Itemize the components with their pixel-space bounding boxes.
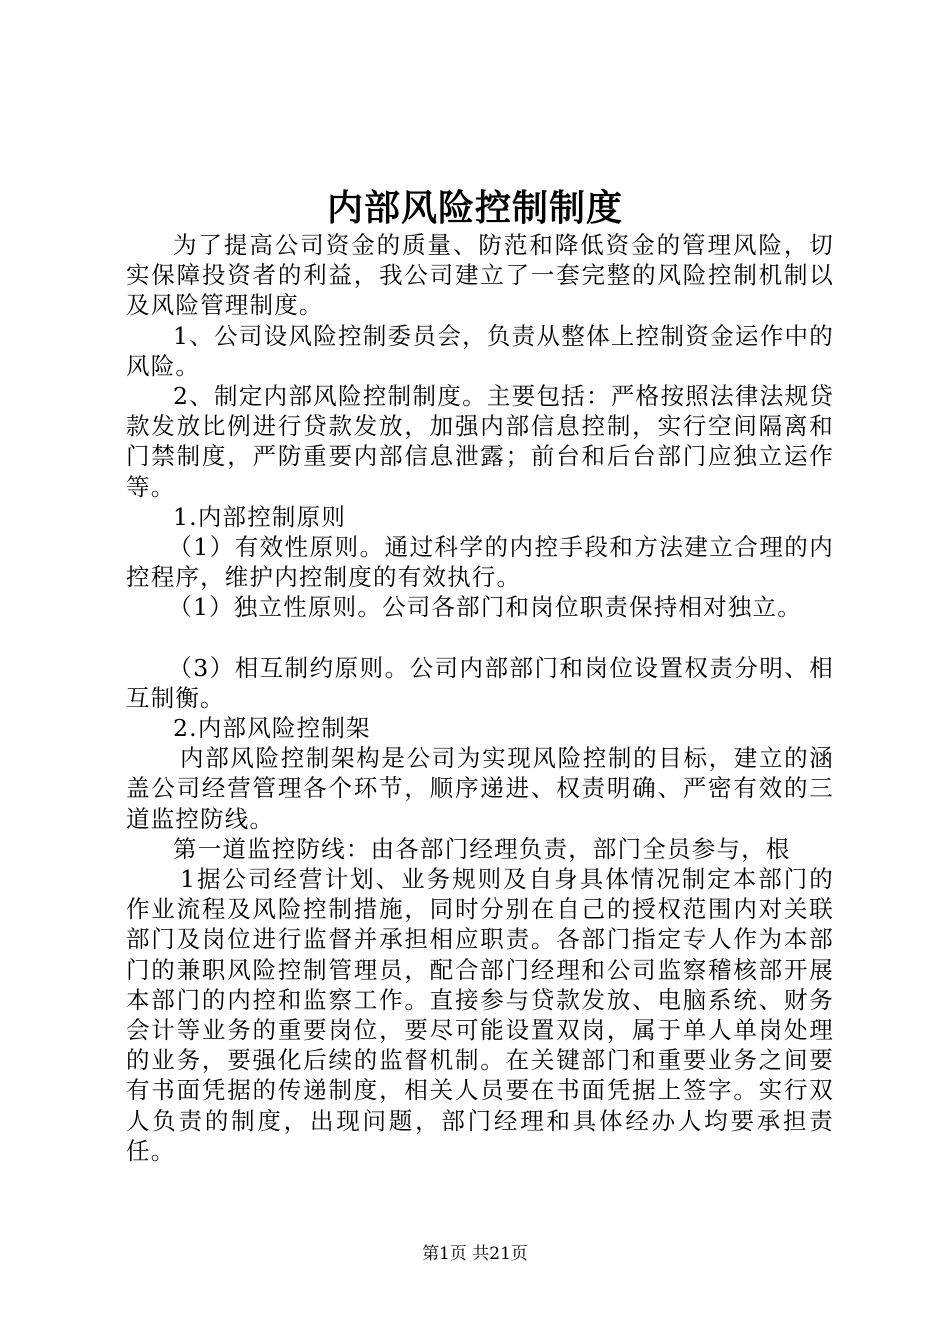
paragraph-independence-principle: （1）独立性原则。公司各部门和岗位职责保持相对独立。 [168,593,802,622]
paragraph-first-defense-details: 1据公司经营计划、业务规则及自身具体情况制定本部门的作业流程及风险控制措施，同时分别在自己的授权范围内对关联部门及岗位进行监督并承担相应职责。各部门指定专人作为本部门的兼职风险控制管理员，配合部门经理和公司监察稽核部开展本部门的内控和监察工作。直接参与贷款发放、电脑系统、财务会计等业务的重要岗位，要尽可能设置双岗，属于单人单岗处理的业务，要强化后续的监督机制。在关键部门和重要业务之间要有书面凭据的传递制度，相关人员要在书面凭据上签字。实行双人负责的制度，出现问题，部门经理和具体经办人均要承担责任。 [126,865,834,1165]
document-body [126,230,834,1166]
paragraph-item-1: 1、公司设风险控制委员会，负责从整体上控制资金运作中的风险。 [126,321,834,380]
paragraph-item-2: 2、制定内部风险控制制度。主要包括：严格按照法律法规贷款发放比例进行贷款发放，加强内部信息控制，实行空间隔离和门禁制度，严防重要内部信息泄露；前台和后台部门应独立运作等。 [126,382,834,501]
page-number-footer: 第1页 共21页 [422,1244,528,1264]
paragraph-first-defense-line: 第一道监控防线：由各部门经理负责，部门全员参与，根 [173,834,791,863]
paragraph-intro: 为了提高公司资金的质量、防范和降低资金的管理风险，切实保障投资者的利益，我公司建立了一套完整的风险控制机制以及风险管理制度。 [126,231,834,320]
section-heading-risk-control-framework: 2.内部风险控制架 [173,714,371,743]
paragraph-framework-description: 内部风险控制架构是公司为实现风险控制的目标，建立的涵盖公司经营管理各个环节，顺序递进、权责明确、严密有效的三道监控防线。 [126,744,834,833]
section-heading-internal-control-principles: 1.内部控制原则 [173,502,347,531]
paragraph-mutual-restraint-principle: （3）相互制约原则。公司内部部门和岗位设置权责分明、相互制衡。 [126,653,834,712]
paragraph-effectiveness-principle: （1）有效性原则。通过科学的内控手段和方法建立合理的内控程序，维护内控制度的有效执行。 [126,533,834,592]
page-title: 内部风险控制制度 [326,187,623,229]
blank-line [126,623,834,653]
